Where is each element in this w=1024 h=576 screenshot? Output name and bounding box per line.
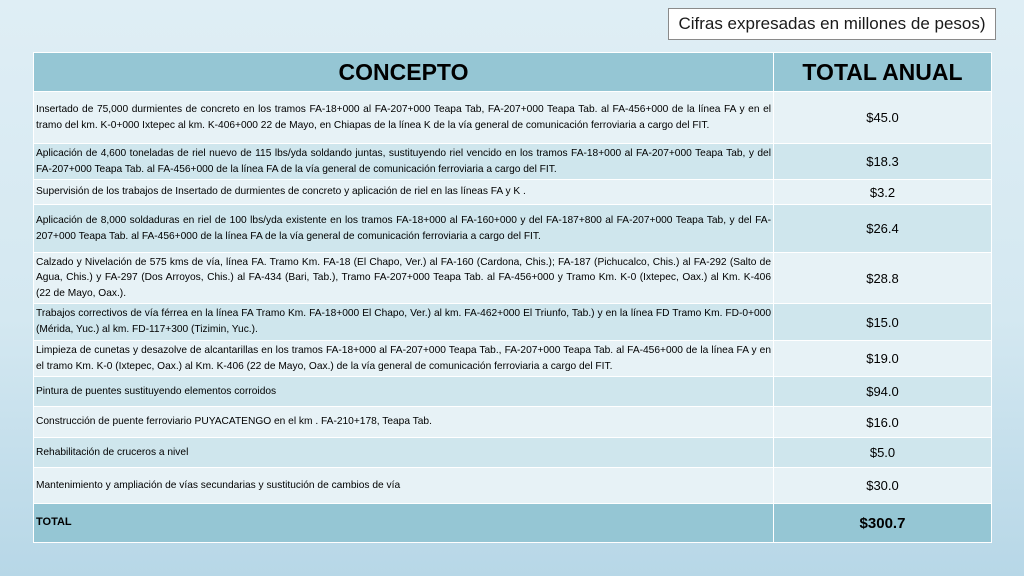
header-total: TOTAL ANUAL <box>774 53 992 92</box>
units-note: Cifras expresadas en millones de pesos) <box>668 8 996 40</box>
table-row <box>34 180 992 205</box>
row-total: $19.0 <box>774 341 992 377</box>
table-row <box>34 144 992 180</box>
row-concept: Pintura de puentes sustituyendo elementos corroidos <box>34 377 774 407</box>
row-total: $26.4 <box>774 205 992 253</box>
table-header-row <box>34 53 992 92</box>
table-row <box>34 205 992 253</box>
row-concept: Construcción de puente ferroviario PUYACATENGO en el km . FA-210+178, Teapa Tab. <box>34 407 774 438</box>
row-total: $18.3 <box>774 144 992 180</box>
row-concept: Trabajos correctivos de vía férrea en la línea FA Tramo Km. FA-18+000 El Chapo, Ver.) al km. FA-462+000 El Triunfo, Tab.) y en la línea FD Tramo Km. FD-0+000 (Mérida, Yuc.) al km. FD-117+300 (Tizimin, Yuc.). <box>34 304 774 341</box>
row-total: $16.0 <box>774 407 992 438</box>
row-total: $15.0 <box>774 304 992 341</box>
row-total: $45.0 <box>774 92 992 144</box>
row-concept: Rehabilitación de cruceros a nivel <box>34 438 774 468</box>
row-concept: Supervisión de los trabajos de Insertado de durmientes de concreto y aplicación de riel en las líneas FA y K . <box>34 180 774 205</box>
row-concept: Insertado de 75,000 durmientes de concreto en los tramos FA-18+000 al FA-207+000 Teapa Tab, FA-207+000 Teapa Tab. al FA-456+000 de la línea FA y en el tramo del km. K-0+000 Ixtepec al km. K-406+000 22 de Mayo, en Chiapas de la línea K de la vía general de comunicación ferroviaria a cargo del FIT. <box>34 92 774 144</box>
table-row <box>34 377 992 407</box>
row-total: $94.0 <box>774 377 992 407</box>
row-total: $28.8 <box>774 253 992 304</box>
table-row <box>34 253 992 304</box>
row-concept: Calzado y Nivelación de 575 kms de vía, línea FA. Tramo Km. FA-18 (El Chapo, Ver.) al FA-160 (Cardona, Chis.); FA-187 (Pichucalco, Chis.) al FA-292 (Salto de Agua, Chis.) y FA-297 (Dos Arroyos, Chis.) al FA-434 (Bari, Tab.), Tramo FA-207+000 Teapa Tab. al FA-456+000 y Tramo Km. K-0 (Ixtepec, Oax.) al Km. K-406 (22 de Mayo, Oax.). <box>34 253 774 304</box>
row-concept: Limpieza de cunetas y desazolve de alcantarillas en los tramos FA-18+000 al FA-207+000 Teapa Tab., FA-207+000 Teapa Tab. al FA-456+000 de la línea FA y en el tramo Km. K-0 (Ixtepec, Oax.) al Km. K-406 (22 de Mayo, Oax.) de la vía general de comunicación ferroviaria a cargo del FIT. <box>34 341 774 377</box>
row-concept: Mantenimiento y ampliación de vías secundarias y sustitución de cambios de vía <box>34 468 774 504</box>
row-concept: Aplicación de 4,600 toneladas de riel nuevo de 115 lbs/yda soldando juntas, sustituyendo riel vencido en los tramos FA-18+000 al FA-207+000 Teapa Tab, y del FA-207+000 Teapa Tab. al FA-456+000 de la línea FA de la vía general de comunicación ferroviaria a cargo del FIT. <box>34 144 774 180</box>
table-row <box>34 341 992 377</box>
total-label: TOTAL <box>34 504 774 543</box>
row-total: $5.0 <box>774 438 992 468</box>
table-total-row <box>34 504 992 543</box>
table-row <box>34 407 992 438</box>
table-row <box>34 92 992 144</box>
header-concept: CONCEPTO <box>34 53 774 92</box>
row-total: $30.0 <box>774 468 992 504</box>
table-row <box>34 304 992 341</box>
table-row <box>34 468 992 504</box>
total-value: $300.7 <box>774 504 992 543</box>
budget-table <box>33 52 992 543</box>
row-concept: Aplicación de 8,000 soldaduras en riel de 100 lbs/yda existente en los tramos FA-18+000 al FA-160+000 y del FA-187+800 al FA-207+000 Teapa Tab, y del FA-207+000 Teapa Tab. al FA-456+000 de la línea FA de la vía general de comunicación ferroviaria a cargo del FIT. <box>34 205 774 253</box>
row-total: $3.2 <box>774 180 992 205</box>
table-row <box>34 438 992 468</box>
